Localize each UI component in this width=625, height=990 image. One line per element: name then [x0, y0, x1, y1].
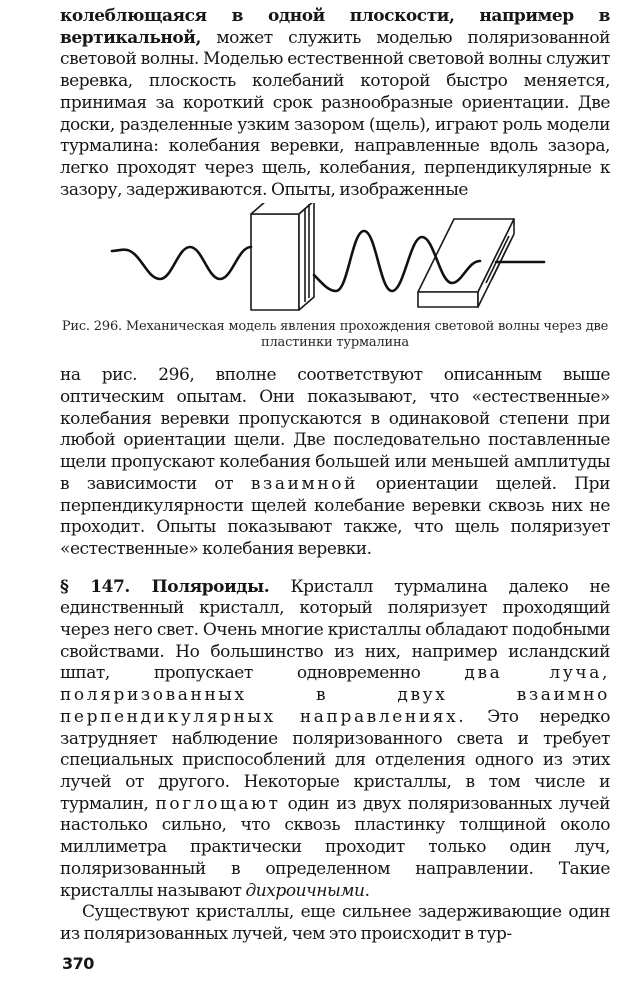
emphasis-spaced: взаимной [250, 473, 359, 494]
paragraph-text: один из двух поляризованных лучей настолько сильно, что сквозь пластинку толщиной около миллиметра практически проходит только один луч, поляризованный в определенном направлении. Такие кристаллы называют [60, 793, 610, 901]
figure-caption: Рис. 296. Механическая модель явления прохождения световой волны через две пластинки турмалина [61, 319, 609, 351]
paragraph-continued: Существуют кристаллы, еще сильнее задерживающие один из поляризованных лучей, чем это происходит в тур- [60, 902, 610, 944]
figure-296 [60, 203, 610, 315]
vertical-slit-board [251, 203, 314, 310]
emphasis-spaced: два луча, поляризованных в двух взаимно перпендикулярных направлениях. [60, 663, 611, 727]
paragraph-text: на рис. 296, вполне соответствуют описанным выше оптическим опытам. Они показывают, что «естественные» колебания веревки пропускаются в одинаковой степени при любой ориентации щели. Две последовательно поставленные щели пропускают колебания большей или меньшей амплитуды в зависимости от [60, 365, 610, 494]
section-heading: § 147. Поляроиды. [60, 576, 270, 597]
rope-wave-incoming [112, 247, 251, 279]
rope-and-slits-illustration [60, 203, 610, 315]
page-body [60, 6, 610, 946]
paragraph-text: ориентации щелей. При перпендикулярности щелей колебание веревки сквозь них не проходит. Опыты показывают также, что щель поляризует «естественные» колебания веревки. [60, 473, 610, 559]
paragraph-text: может служить моделью поляризованной световой волны. Моделью естественной световой волны служит веревка, плоскость колебаний которой быстро меняется, принимая за короткий срок разнообразные ориентации. Две доски, разделенные узким зазором (щель), играют роль модели турмалина: колебания веревки, направленные вдоль зазора, легко проходят через щель, колебания, перпендикулярные к зазору, задерживаются. Опыты, изображенные [60, 27, 610, 200]
paragraph-rope-model [60, 6, 610, 201]
paragraph-text: Кристалл турмалина далеко не единственный кристалл, который поляризует проходящий через него свет. Очень многие кристаллы обладают подобными свойствами. Но большинство из них, например исландский шпат, пропускает одновременно [60, 576, 610, 684]
paragraph-lead: колеблющаяся в одной плоскости, например в вертикальной, [60, 6, 610, 48]
paragraph-experiments [60, 365, 610, 560]
paragraph-text: Это нередко затрудняет наблюдение поляризованного света и требует специальных приспособлений для отделения одного из этих лучей от другого. Некоторые кристаллы, в том числе и турмалин, [60, 706, 610, 814]
page-number: 370 [62, 954, 94, 973]
emphasis-spaced: поглощают [155, 793, 281, 814]
section-147-polaroids [60, 577, 610, 903]
paragraph-text: . [364, 880, 370, 901]
emphasis-italic: дихроичными [245, 880, 365, 901]
